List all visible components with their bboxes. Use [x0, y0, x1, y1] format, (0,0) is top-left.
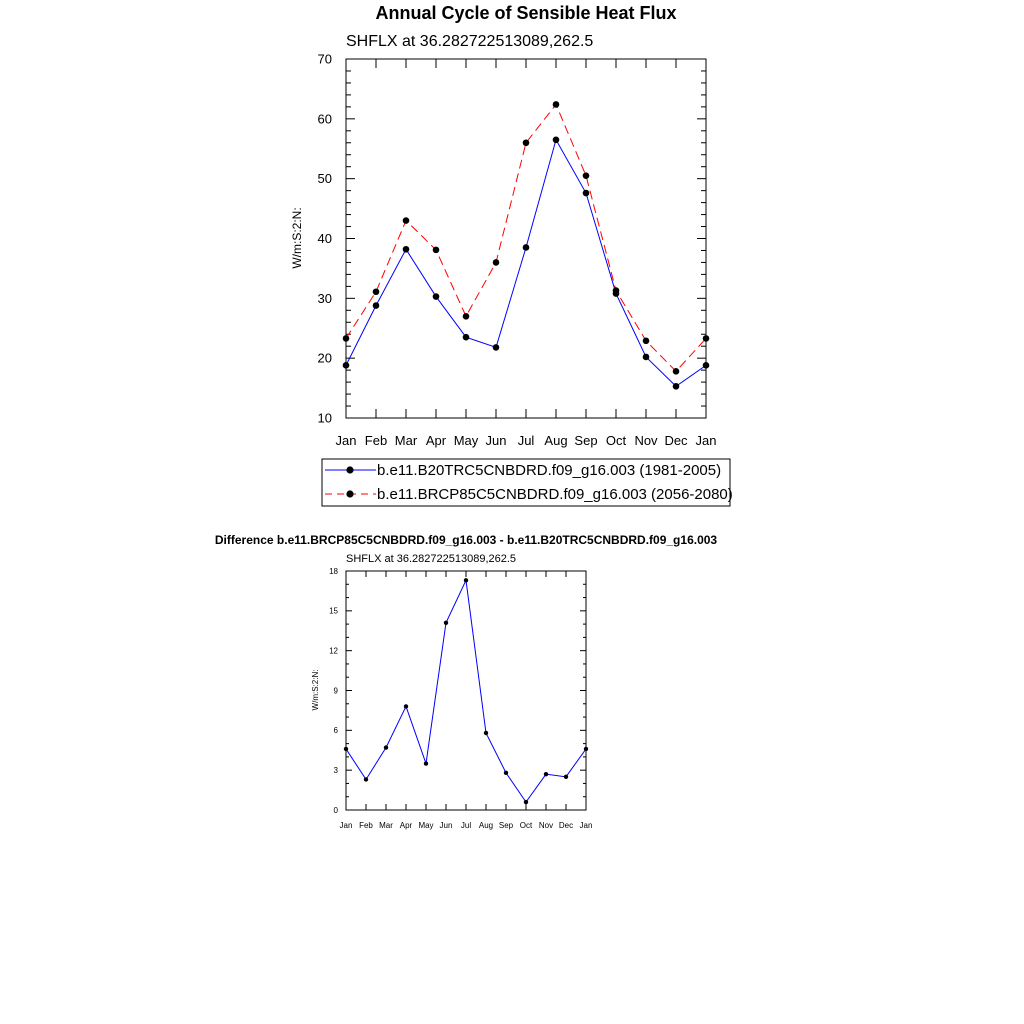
main-chart-y-axis-label: W/m:S:2:N:: [290, 207, 304, 269]
main-x-tick-label: Mar: [394, 433, 418, 448]
diff-y-tick-label: 9: [333, 686, 338, 696]
difference-chart-subtitle: SHFLX at 36.282722513089,262.5: [346, 553, 517, 565]
main-series-1-point: [553, 101, 560, 108]
diff-series-0-point: [564, 775, 568, 779]
diff-y-tick-label: 6: [333, 726, 338, 736]
main-series-1-point: [643, 338, 650, 345]
main-series-0-point: [673, 383, 680, 390]
diff-y-tick-label: 0: [333, 805, 338, 815]
diff-x-tick-label: Mar: [379, 821, 393, 830]
diff-x-tick-label: Jan: [579, 821, 593, 830]
diff-series-0-point: [524, 800, 528, 804]
main-series-0-point: [583, 190, 590, 197]
main-x-tick-label: Sep: [574, 433, 598, 448]
main-series-0-point: [643, 354, 650, 361]
diff-x-tick-label: May: [418, 821, 434, 830]
main-series-0-point: [433, 293, 440, 300]
diff-series-0-point: [344, 747, 348, 751]
legend-marker-future: [346, 490, 353, 497]
main-x-tick-label: Aug: [544, 433, 568, 448]
main-series-1-point: [403, 217, 410, 224]
main-y-tick-label: 20: [317, 350, 332, 366]
main-series-1-point: [673, 368, 680, 375]
main-series-1-point: [433, 247, 440, 254]
diff-x-tick-label: Jun: [439, 821, 453, 830]
main-series-1-point: [703, 335, 710, 342]
main-y-tick-label: 60: [317, 111, 332, 127]
main-x-tick-label: Oct: [605, 433, 627, 448]
legend-label-future: b.e11.BRCP85C5CNBDRD.f09_g16.003 (2056-2080): [377, 486, 733, 503]
diff-series-0-point: [484, 731, 488, 735]
diff-series-0-point: [444, 621, 448, 625]
main-series-0-point: [373, 302, 380, 309]
main-series-1-point: [613, 287, 620, 294]
legend-marker-historical: [346, 466, 353, 473]
main-series-1-point: [463, 313, 470, 320]
main-series-0-point: [403, 246, 410, 253]
main-x-tick-label: Nov: [634, 433, 658, 448]
diff-x-tick-label: Apr: [399, 821, 413, 830]
diff-x-tick-label: Jan: [339, 821, 353, 830]
diff-x-tick-label: Nov: [538, 821, 554, 830]
main-x-tick-label: Dec: [664, 433, 688, 448]
main-chart-subtitle: SHFLX at 36.282722513089,262.5: [346, 33, 594, 50]
main-series-1-point: [583, 172, 590, 179]
diff-series-0-point: [584, 747, 588, 751]
main-y-tick-label: 40: [317, 231, 332, 247]
main-series-0-point: [343, 362, 350, 369]
difference-chart-title: Difference b.e11.BRCP85C5CNBDRD.f09_g16.003 - b.e11.B20TRC5CNBDRD.f09_g16.003: [214, 533, 718, 547]
main-series-1-point: [343, 335, 350, 342]
main-x-tick-label: Jul: [517, 433, 535, 448]
diff-y-tick-label: 18: [329, 566, 338, 576]
diff-x-tick-label: Sep: [498, 821, 514, 830]
main-series-0-point: [523, 244, 530, 251]
legend-label-historical: b.e11.B20TRC5CNBDRD.f09_g16.003 (1981-2005): [377, 462, 722, 479]
main-series-1-point: [493, 259, 500, 266]
difference-chart-y-axis-label: W/m:S:2:N:: [311, 669, 320, 711]
diff-series-0-point: [384, 745, 388, 749]
diff-y-tick-label: 3: [333, 765, 338, 775]
main-chart-title: Annual Cycle of Sensible Heat Flux: [375, 3, 677, 23]
main-x-tick-label: Jan: [695, 433, 717, 448]
diff-x-tick-label: Feb: [359, 821, 373, 830]
main-series-1-point: [523, 139, 530, 146]
diff-series-0-point: [404, 704, 408, 708]
diff-series-0-point: [544, 772, 548, 776]
main-y-tick-label: 10: [317, 410, 332, 426]
diff-series-0-point: [424, 761, 428, 765]
main-y-tick-label: 50: [317, 171, 332, 187]
main-x-tick-label: Jun: [485, 433, 507, 448]
main-series-0-point: [703, 362, 710, 369]
diff-y-tick-label: 12: [329, 646, 338, 656]
diff-x-tick-label: Dec: [558, 821, 574, 830]
diff-series-0-point: [504, 771, 508, 775]
diff-series-0-point: [464, 578, 468, 582]
main-x-tick-label: Feb: [364, 433, 388, 448]
main-series-0-point: [463, 334, 470, 341]
main-series-0-point: [493, 344, 500, 351]
diff-series-0-point: [364, 777, 368, 781]
main-x-tick-label: Jan: [335, 433, 357, 448]
main-x-tick-label: Apr: [425, 433, 447, 448]
diff-x-tick-label: Jul: [460, 821, 472, 830]
diff-x-tick-label: Oct: [519, 821, 533, 830]
diff-x-tick-label: Aug: [478, 821, 494, 830]
main-y-tick-label: 70: [317, 51, 332, 67]
main-y-tick-label: 30: [317, 290, 332, 306]
diff-y-tick-label: 15: [329, 606, 338, 616]
main-series-1-point: [373, 288, 380, 295]
main-series-0-point: [553, 136, 560, 143]
main-x-tick-label: May: [453, 433, 479, 448]
